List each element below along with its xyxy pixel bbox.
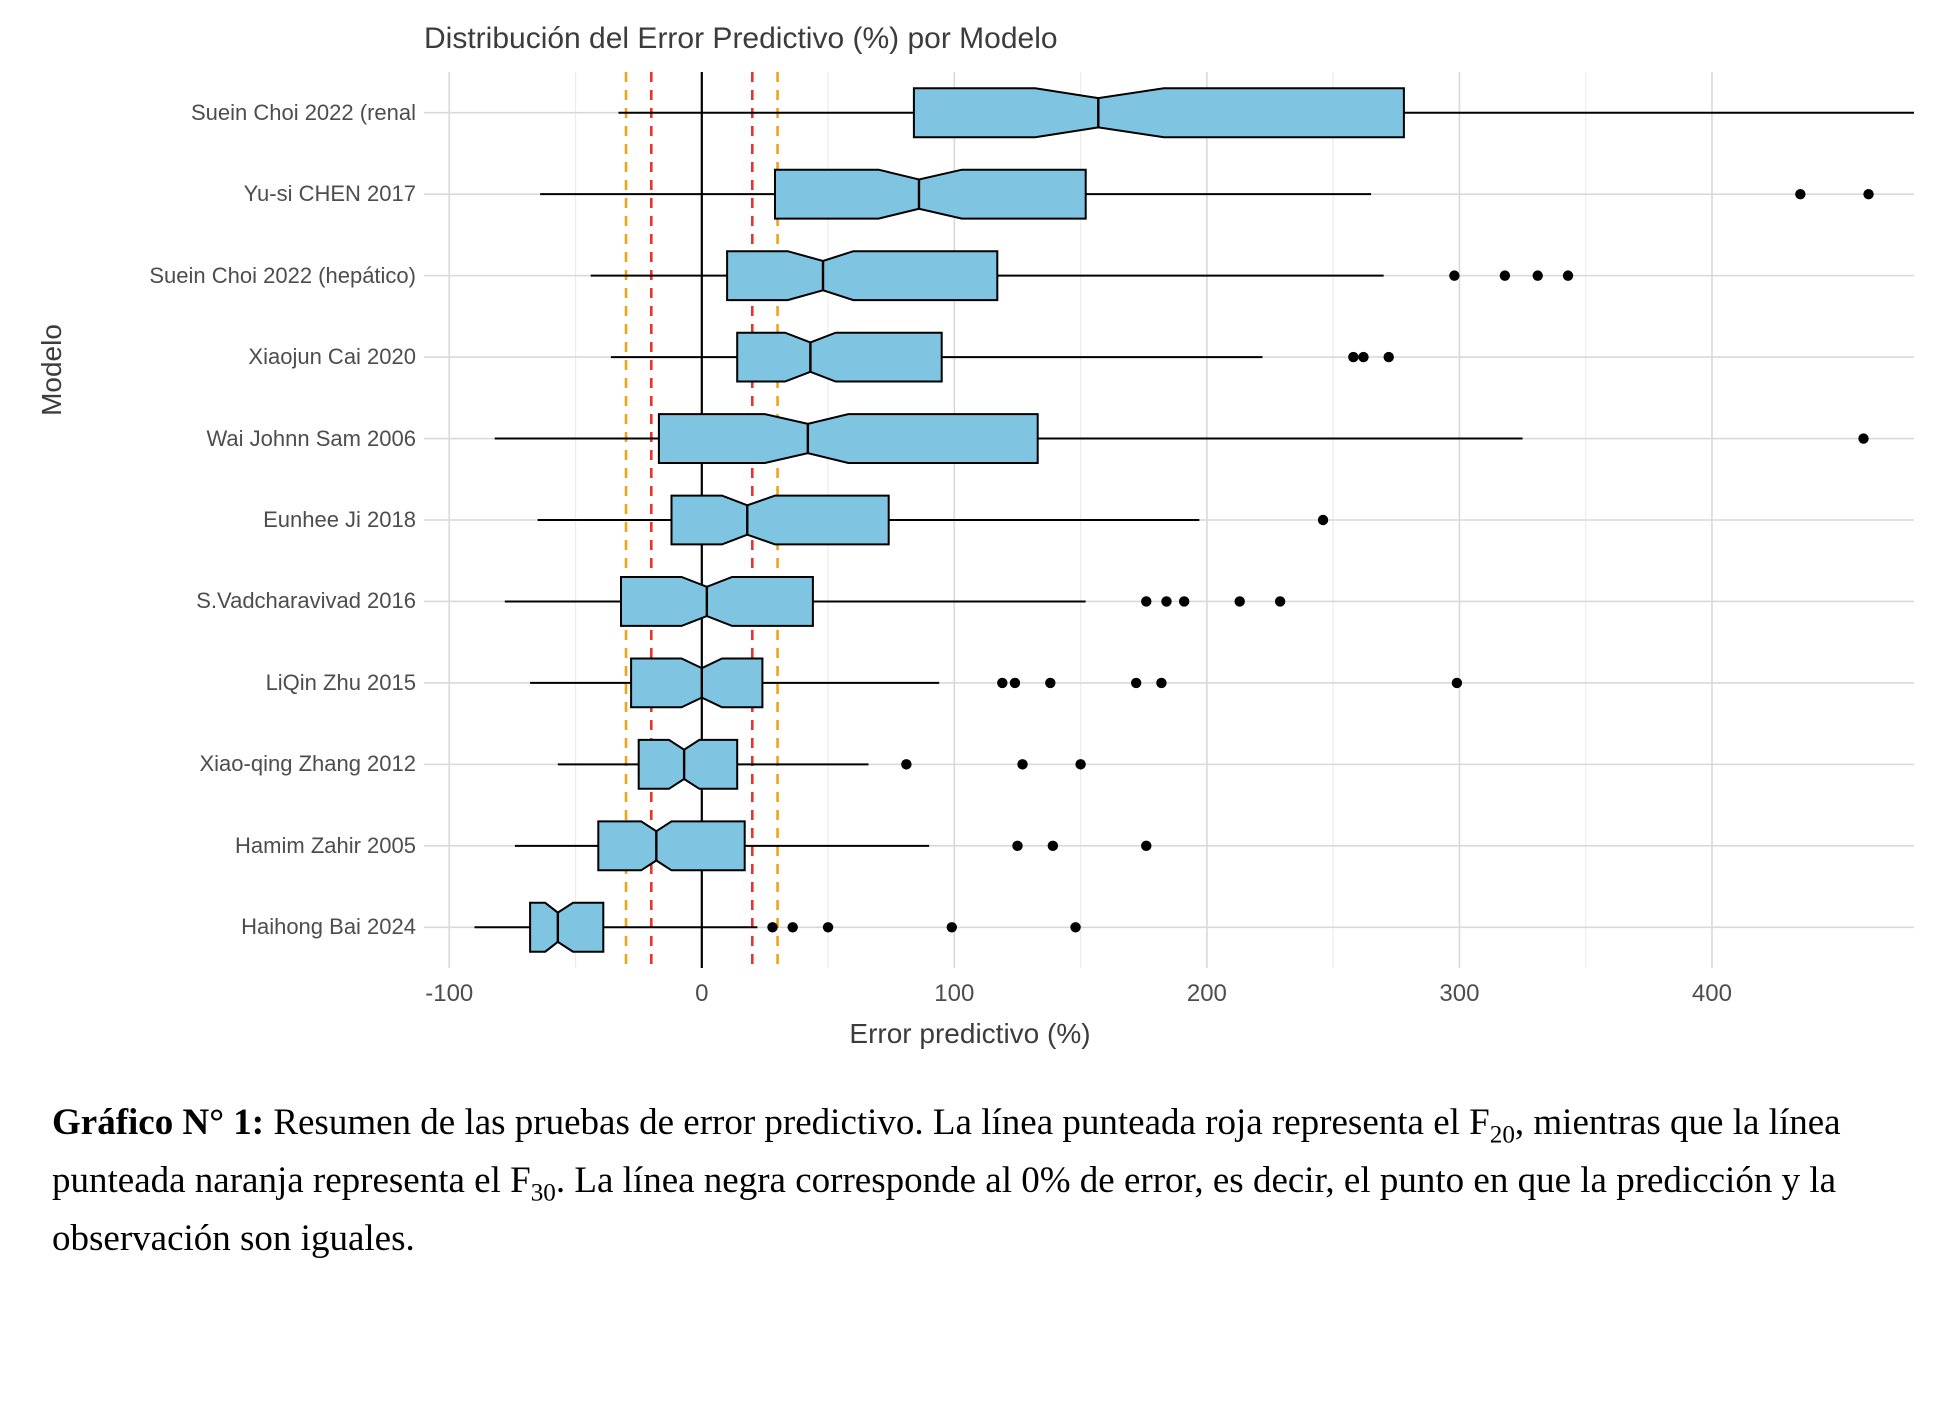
box-notched xyxy=(631,659,762,708)
box-notched xyxy=(775,170,1086,219)
x-tick-label: 400 xyxy=(1691,980,1732,1007)
y-tick-label: Wai Johnn Sam 2006 xyxy=(206,425,416,451)
caption-label: Gráfico N° 1: xyxy=(52,1102,265,1143)
plot-panel xyxy=(424,72,1914,968)
x-tick-label: 100 xyxy=(934,980,975,1007)
box-notched xyxy=(598,821,744,870)
box-notched xyxy=(737,333,942,382)
box-notched xyxy=(914,88,1404,137)
y-axis-label: Modelo xyxy=(36,324,67,416)
outlier-point xyxy=(1795,189,1805,199)
outlier-point xyxy=(823,922,833,932)
outlier-point xyxy=(1452,678,1462,688)
y-tick-label: Xiao-qing Zhang 2012 xyxy=(199,751,416,777)
outlier-point xyxy=(1179,596,1189,606)
outlier-point xyxy=(1384,352,1394,362)
outlier-point xyxy=(1075,759,1085,769)
outlier-point xyxy=(1048,841,1058,851)
outlier-point xyxy=(1010,678,1020,688)
y-tick-label: Hamim Zahir 2005 xyxy=(235,832,416,858)
y-tick-label: Xiaojun Cai 2020 xyxy=(248,344,416,370)
outlier-point xyxy=(1563,270,1573,280)
y-axis-tick-labels xyxy=(60,0,416,1070)
outlier-point xyxy=(1070,922,1080,932)
outlier-point xyxy=(947,922,957,932)
outlier-point xyxy=(1156,678,1166,688)
outlier-point xyxy=(1012,841,1022,851)
figure-caption xyxy=(52,1096,1872,1265)
y-tick-label: LiQin Zhu 2015 xyxy=(265,669,416,695)
y-tick-label: Yu-si CHEN 2017 xyxy=(243,181,416,207)
y-tick-label: Suein Choi 2022 (hepático) xyxy=(149,262,416,288)
y-tick-label: Suein Choi 2022 (renal xyxy=(190,99,416,125)
box-notched xyxy=(659,414,1038,463)
caption-text-1: Resumen de las pruebas de error predictivo. La línea punteada roja representa el F xyxy=(264,1102,1490,1143)
outlier-point xyxy=(1449,270,1459,280)
outlier-point xyxy=(1141,596,1151,606)
caption-sub-f20: 20 xyxy=(1489,1121,1515,1149)
outlier-point xyxy=(901,759,911,769)
caption-sub-f30: 30 xyxy=(530,1179,556,1207)
box-notched xyxy=(621,577,813,626)
outlier-point xyxy=(1500,270,1510,280)
x-axis-label: Error predictivo (%) xyxy=(849,1018,1091,1049)
x-tick-label: 300 xyxy=(1439,980,1480,1007)
outlier-point xyxy=(1348,352,1358,362)
outlier-point xyxy=(1863,189,1873,199)
caption-text-3: . La línea negra corresponde al 0% de error, es decir, el punto en que la predicción y la observación son iguales. xyxy=(52,1159,1837,1259)
chart-title: Distribución del Error Predictivo (%) por Modelo xyxy=(424,22,1058,55)
outlier-point xyxy=(1131,678,1141,688)
boxplot-svg xyxy=(424,72,1914,968)
y-tick-label: Eunhee Ji 2018 xyxy=(263,507,416,532)
outlier-point xyxy=(1161,596,1171,606)
y-tick-label: Haihong Bai 2024 xyxy=(241,914,416,940)
outlier-point xyxy=(1533,270,1543,280)
outlier-point xyxy=(1141,841,1151,851)
x-tick-label: -100 xyxy=(425,980,474,1007)
outlier-point xyxy=(1045,678,1055,688)
outlier-point xyxy=(1017,759,1027,769)
outlier-point xyxy=(767,922,777,932)
box-notched xyxy=(727,251,997,300)
outlier-point xyxy=(1318,515,1328,525)
caption-text-2: , mientras que la línea punteada naranja representa el F xyxy=(52,1102,1841,1201)
box-notched xyxy=(530,903,603,952)
outlier-point xyxy=(1275,596,1285,606)
x-tick-label: 200 xyxy=(1186,980,1227,1007)
y-tick-label: S.Vadcharavivad 2016 xyxy=(196,588,416,614)
outlier-point xyxy=(1858,433,1868,443)
outlier-point xyxy=(997,678,1007,688)
outlier-point xyxy=(1235,596,1245,606)
outlier-point xyxy=(1358,352,1368,362)
box-notched xyxy=(639,740,738,789)
outlier-point xyxy=(788,922,798,932)
box-notched xyxy=(672,496,889,545)
x-tick-label: 0 xyxy=(695,980,709,1007)
